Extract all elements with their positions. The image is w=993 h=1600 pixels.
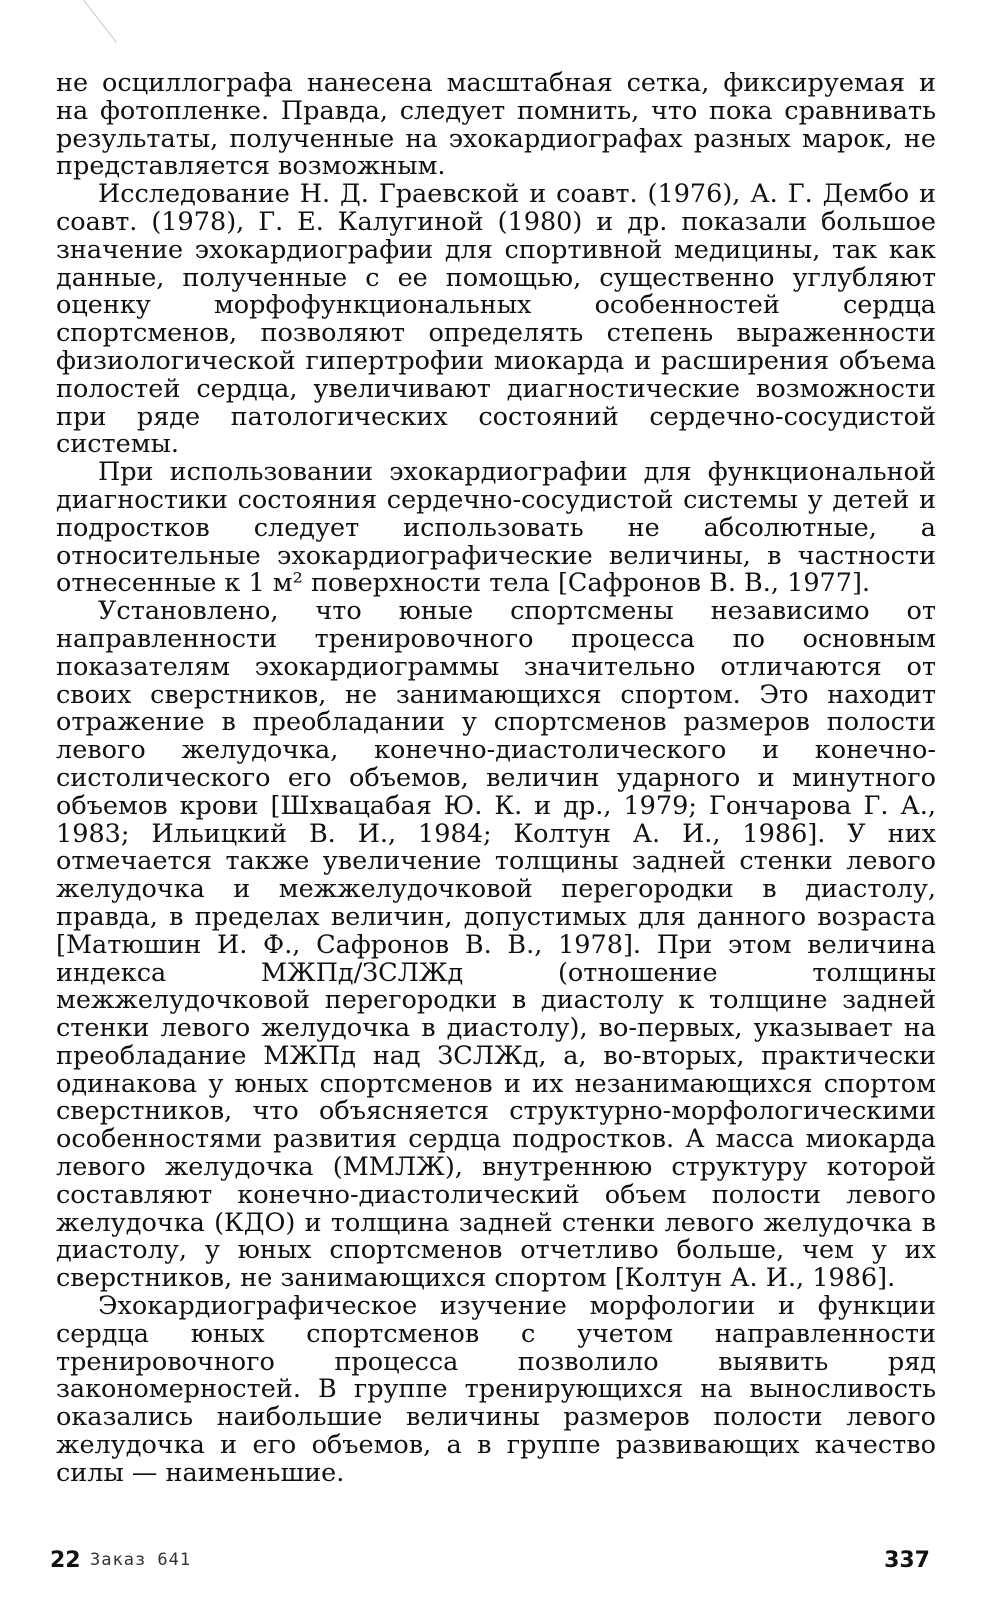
page-number: 337: [884, 1548, 930, 1573]
scan-artifact-line: [78, 0, 117, 43]
paragraph-1: не осциллографа нанесена масштабная сетка, фиксируемая и на фотопленке. Правда, следует помнить, что пока сравнивать результаты, полученные на эхокардиографах разных марок, не представляется возможным.: [56, 68, 936, 182]
signature-number: 22: [50, 1548, 81, 1573]
page-body: [56, 70, 936, 1488]
paragraph-5: Эхокардиографическое изучение морфологии и функции сердца юных спортсменов с учетом направленности тренировочного процесса позволило выявить ряд закономерностей. В группе тренирующихся на выносливость оказались наибольшие величины размеров полости левого желудочка и его объемов, а в группе развивающих качество силы — наименьшие.: [56, 1291, 936, 1488]
paragraph-2: Исследование Н. Д. Граевской и соавт. (1976), А. Г. Дембо и соавт. (1978), Г. Е. Калугиной (1980) и др. показали большое значение эхокардиографии для спортивной медицины, так как данные, полученные с ее помощью, существенно углубляют оценку морфофункциональных особенностей сердца спортсменов, позволяют определять степень выраженности физиологической гипертрофии миокарда и расширения объема полостей сердца, увеличивают диагностические возможности при ряде патологических состояний сердечно-сосудистой системы.: [56, 179, 936, 460]
page-footer: [50, 1548, 930, 1578]
order-label: Заказ 641: [90, 1550, 192, 1570]
paragraph-4: Установлено, что юные спортсмены независимо от направленности тренировочного процесса по основным показателям эхокардиограммы значительно отличаются от своих сверстников, не занимающихся спортом. Это находит отражение в преобладании у спортсменов размеров полости левого желудочка, конечно-диастолического и конечно-систолического его объемов, величин ударного и минутного объемов крови [Шхвацабая Ю. К. и др., 1979; Гончарова Г. А., 1983; Ильицкий В. И., 1984; Колтун А. И., 1986]. У них отмечается также увеличение толщины задней стенки левого желудочка и межжелудочковой перегородки в диастолу, правда, в пределах величин, допустимых для данного возраста [Матюшин И. Ф., Сафронов В. В., 1978]. При этом величина индекса МЖПд/ЗСЛЖд (отношение толщины межжелудочковой перегородки в диастолу к толщине задней стенки левого желудочка в диастолу), во-первых, указывает на преобладание МЖПд над ЗСЛЖд, а, во-вторых, практически одинакова у юных спортсменов и их незанимающихся спортом сверстников, что объясняется структурно-морфологическими особенностями развития сердца подростков. А масса миокарда левого желудочка (ММЛЖ), внутреннюю структуру которой составляют конечно-диастолический объем полости левого желудочка (КДО) и толщина задней стенки левого желудочка в диастолу, у юных спортсменов отчетливо больше, чем у их сверстников, не занимающихся спортом [Колтун А. И., 1986].: [56, 596, 936, 1294]
paragraph-3: При использовании эхокардиографии для функциональной диагностики состояния сердечно-сосудистой системы у детей и подростков следует использовать не абсолютные, а относительные эхокардиографические величины, в частности отнесенные к 1 м² поверхности тела [Сафронов В. В., 1977].: [56, 457, 936, 599]
